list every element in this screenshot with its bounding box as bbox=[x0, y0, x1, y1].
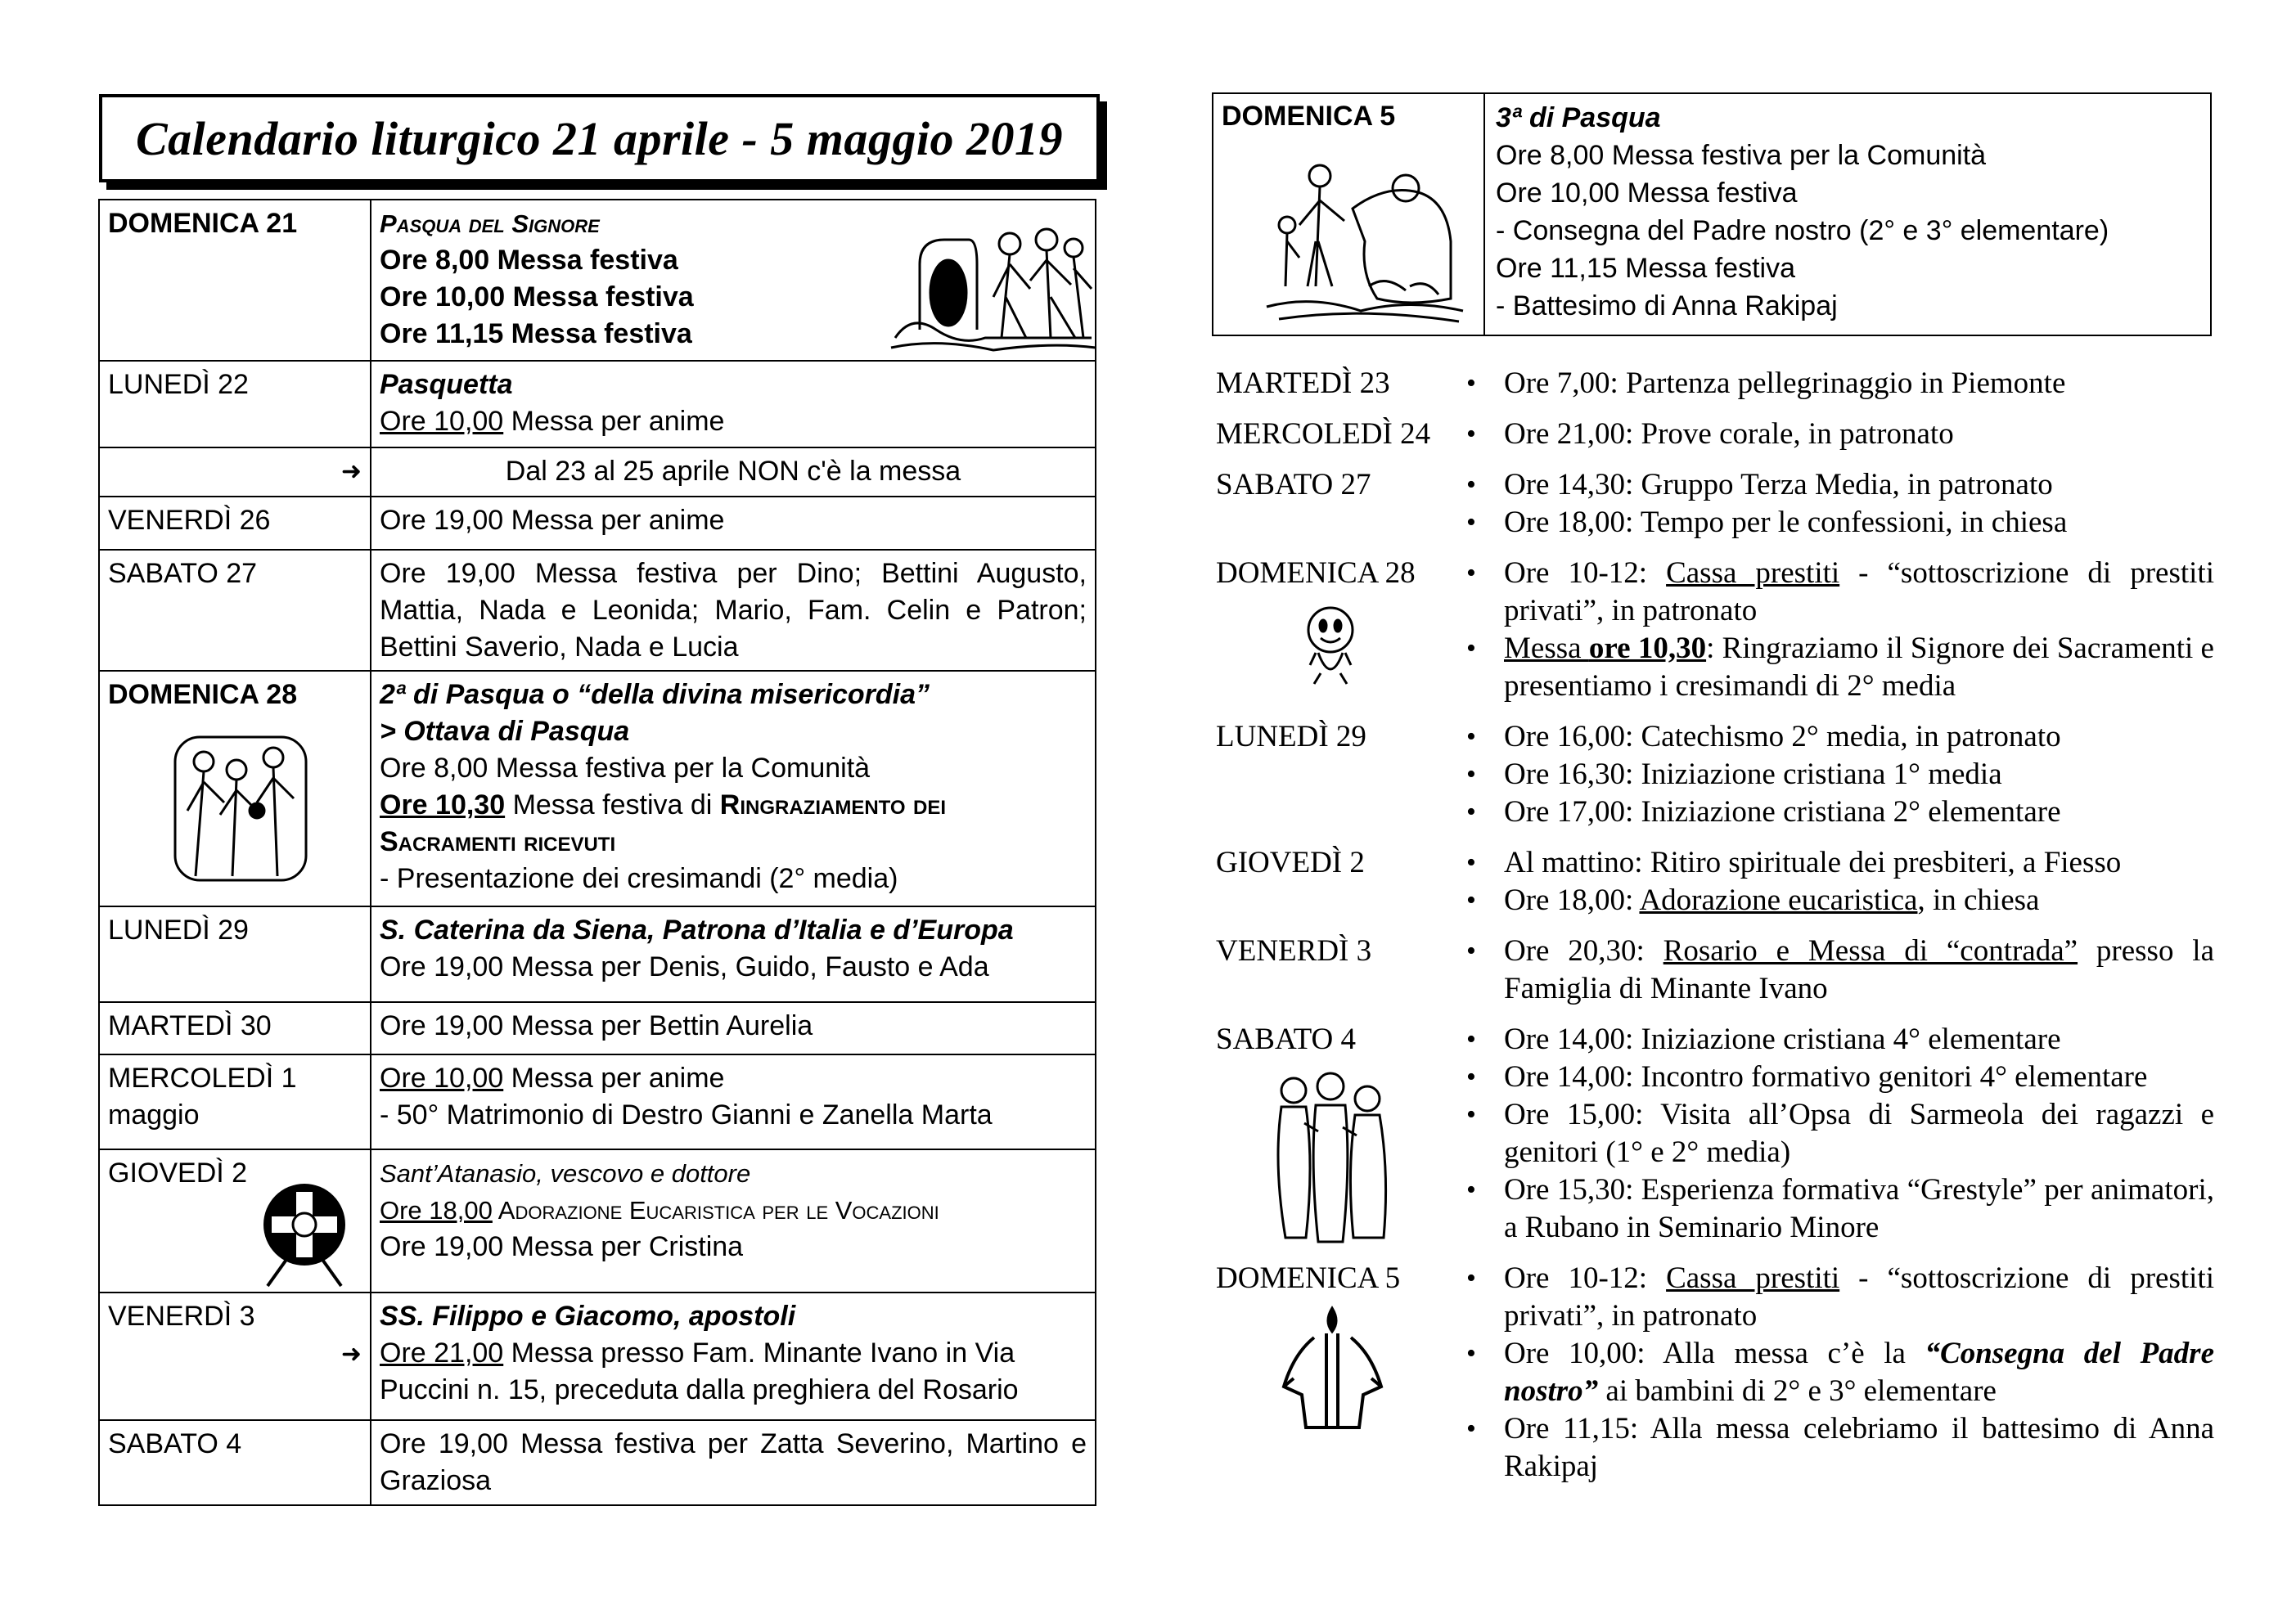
day-label: DOMENICA 28 bbox=[108, 679, 298, 710]
table-row bbox=[99, 361, 1096, 447]
event-item: • Ore 15,30: Esperienza formativa “Grestyle” per animatori, a Rubano in Seminario Minore bbox=[1504, 1171, 2214, 1247]
list-item bbox=[1216, 555, 2214, 705]
day-cell bbox=[99, 671, 371, 906]
day-label: MARTEDÌ 23 bbox=[1216, 366, 1390, 400]
day-label: GIOVEDÌ 2 bbox=[108, 1158, 248, 1189]
event-item: • Ore 16,00: Catechismo 2° media, in patronato bbox=[1504, 718, 2214, 756]
arrow-cell bbox=[99, 447, 371, 497]
event-item: • Ore 16,30: Iniziazione cristiana 1° media bbox=[1504, 756, 2214, 794]
event-item: • Ore 18,00: Adorazione eucaristica, in chiesa bbox=[1504, 882, 2214, 919]
table-row bbox=[99, 1054, 1096, 1149]
table-row bbox=[99, 1293, 1096, 1420]
day-label: VENERDÌ 3 bbox=[1216, 934, 1372, 968]
day-label: DOMENICA 5 bbox=[1216, 1261, 1401, 1295]
mass-line: Ore 10,30 Messa festiva di Ringraziamento dei Sacramenti ricevuti bbox=[380, 789, 947, 857]
content-cell bbox=[371, 1293, 1096, 1420]
day-cell: SABATO 27 bbox=[99, 550, 371, 671]
day-cell: SABATO 4 bbox=[99, 1420, 371, 1505]
day-cell: VENERDÌ 26 bbox=[99, 497, 371, 550]
event-item: • Ore 11,15: Alla messa celebriamo il battesimo di Anna Rakipaj bbox=[1504, 1410, 2214, 1486]
candle-vestment-illustration bbox=[1277, 1305, 1388, 1432]
mass-line: Ore 11,15 Messa festiva bbox=[1496, 253, 1795, 284]
list-item bbox=[1216, 416, 2214, 453]
mass-line: Ore 19,00 Messa per Cristina bbox=[380, 1231, 744, 1262]
liturgical-calendar-table bbox=[98, 199, 1096, 1506]
mass-line: Ore 10,00 Messa per anime bbox=[380, 406, 725, 437]
table-row bbox=[99, 447, 1096, 497]
feast-title: Sant’Atanasio, vescovo e dottore bbox=[380, 1159, 751, 1188]
list-item bbox=[1216, 1260, 2214, 1486]
list-item bbox=[1216, 933, 2214, 1008]
octave-line: > Ottava di Pasqua bbox=[380, 716, 630, 747]
empty-tomb-illustration bbox=[887, 215, 1100, 353]
mass-line: Ore 19,00 Messa per Denis, Guido, Fausto e Ada bbox=[380, 951, 989, 982]
day-cell: DOMENICA 5 bbox=[1222, 101, 1396, 132]
mass-line: Ore 10,00 Messa festiva bbox=[380, 281, 694, 312]
mass-line: - Consegna del Padre nostro (2° e 3° elementare) bbox=[1496, 215, 2109, 246]
baptism-illustration bbox=[1263, 143, 1467, 327]
event-item: • Ore 14,30: Gruppo Terza Media, in patronato bbox=[1504, 466, 2214, 504]
mass-line: - Battesimo di Anna Rakipaj bbox=[1496, 290, 1838, 321]
mass-line: Ore 11,15 Messa festiva bbox=[380, 318, 692, 349]
table-row bbox=[99, 906, 1096, 1002]
feast-title: 2ª di Pasqua o “della divina misericordia” bbox=[380, 679, 930, 710]
day-label: GIOVEDÌ 2 bbox=[1216, 846, 1365, 879]
content-cell: Ore 19,00 Messa per Bettin Aurelia bbox=[371, 1002, 1096, 1054]
event-item: • Ore 15,00: Visita all’Opsa di Sarmeola dei ragazzi e genitori (1° e 2° media) bbox=[1504, 1096, 2214, 1171]
day-label: DOMENICA 28 bbox=[1216, 556, 1416, 590]
day-label: SABATO 27 bbox=[1216, 468, 1371, 501]
list-item bbox=[1216, 365, 2214, 402]
day-label: MERCOLEDÌ 24 bbox=[1216, 417, 1431, 451]
right-arrow-icon: ➜ bbox=[340, 1341, 362, 1368]
event-item: • Messa ore 10,30: Ringraziamo il Signore dei Sacramenti e presentiamo i cresimandi di 2° media bbox=[1504, 630, 2214, 705]
feast-title: Pasqua del Signore bbox=[380, 209, 600, 238]
day-cell: DOMENICA 21 bbox=[99, 200, 371, 361]
day-cell: MERCOLEDÌ 1 maggio bbox=[99, 1054, 371, 1149]
content-cell bbox=[371, 906, 1096, 1002]
list-item bbox=[1216, 718, 2214, 831]
event-item: • Ore 20,30: Rosario e Messa di “contrada” presso la Famiglia di Minante Ivano bbox=[1504, 933, 2214, 1008]
eucharist-cross-icon bbox=[259, 1180, 349, 1288]
feast-title: 3ª di Pasqua bbox=[1496, 102, 1661, 133]
event-item: • Al mattino: Ritiro spirituale dei presbiteri, a Fiesso bbox=[1504, 844, 2214, 882]
day-cell: LUNEDÌ 29 bbox=[99, 906, 371, 1002]
mass-line: - Presentazione dei cresimandi (2° media) bbox=[380, 863, 898, 894]
page-title: Calendario liturgico 21 aprile - 5 maggio 2019 bbox=[99, 94, 1100, 182]
table-row bbox=[99, 671, 1096, 906]
mass-line: Ore 8,00 Messa festiva per la Comunità bbox=[1496, 140, 1987, 171]
content-cell bbox=[371, 1054, 1096, 1149]
content-cell: Ore 19,00 Messa per anime bbox=[371, 497, 1096, 550]
content-cell: Ore 19,00 Messa festiva per Zatta Severino, Martino e Graziosa bbox=[371, 1420, 1096, 1505]
day-cell bbox=[99, 1293, 371, 1420]
event-item: • Ore 10-12: Cassa prestiti - “sottoscrizione di prestiti privati”, in patronato bbox=[1504, 555, 2214, 630]
feast-title: Pasquetta bbox=[380, 369, 513, 400]
event-item: • Ore 17,00: Iniziazione cristiana 2° elementare bbox=[1504, 794, 2214, 831]
day-cell bbox=[1216, 1021, 1463, 1247]
event-item: • Ore 14,00: Incontro formativo genitori 4° elementare bbox=[1504, 1059, 2214, 1096]
day-label: LUNEDÌ 29 bbox=[1216, 720, 1366, 753]
event-item: • Ore 18,00: Tempo per le confessioni, in chiesa bbox=[1504, 504, 2214, 542]
apostles-illustration bbox=[167, 721, 314, 884]
mass-line: Ore 10,00 Messa per anime bbox=[380, 1063, 725, 1094]
feast-title: S. Caterina da Siena, Patrona d’Italia e d’Europa bbox=[380, 915, 1014, 946]
table-row bbox=[99, 497, 1096, 550]
mass-line: Ore 8,00 Messa festiva per la Comunità bbox=[380, 753, 871, 784]
content-cell: Ore 19,00 Messa festiva per Dino; Bettini Augusto, Mattia, Nada e Leonida; Mario, Fam. Celin e Patron; Bettini Saverio, Nada e Lucia bbox=[371, 550, 1096, 671]
smiling-figure-illustration bbox=[1298, 604, 1363, 686]
content-cell bbox=[371, 361, 1096, 447]
list-item bbox=[1216, 844, 2214, 919]
content-cell bbox=[371, 1149, 1096, 1293]
day-cell: MARTEDÌ 30 bbox=[99, 1002, 371, 1054]
day-cell bbox=[99, 1149, 371, 1293]
mass-line: Ore 18,00 Adorazione Eucaristica per le Vocazioni bbox=[380, 1196, 939, 1225]
event-item: • Ore 21,00: Prove corale, in patronato bbox=[1504, 416, 2214, 453]
content-cell bbox=[371, 671, 1096, 906]
mass-line: - 50° Matrimonio di Destro Gianni e Zanella Marta bbox=[380, 1099, 993, 1131]
content-cell bbox=[371, 200, 1096, 361]
table-row bbox=[99, 1002, 1096, 1054]
list-item bbox=[1216, 466, 2214, 542]
table-row bbox=[99, 550, 1096, 671]
mass-line: Ore 21,00 Messa presso Fam. Minante Ivano in Via Puccini n. 15, preceduta dalla preghiera del Rosario bbox=[380, 1338, 1019, 1405]
table-row bbox=[99, 200, 1096, 361]
sunday-5-box bbox=[1212, 92, 2212, 336]
column-divider bbox=[1483, 94, 1485, 335]
day-label: VENERDÌ 3 bbox=[108, 1301, 255, 1332]
day-label: SABATO 4 bbox=[1216, 1023, 1356, 1056]
table-row bbox=[99, 1420, 1096, 1505]
list-item bbox=[1216, 1021, 2214, 1247]
weekly-events-list bbox=[1216, 365, 2214, 1499]
event-item: • Ore 10,00: Alla messa c’è la “Consegna del Padre nostro” ai bambini di 2° e 3° elementare bbox=[1504, 1335, 2214, 1410]
mass-line: Ore 8,00 Messa festiva bbox=[380, 245, 678, 276]
feast-title: SS. Filippo e Giacomo, apostoli bbox=[380, 1301, 796, 1332]
event-item: • Ore 7,00: Partenza pellegrinaggio in Piemonte bbox=[1504, 365, 2214, 402]
family-illustration bbox=[1265, 1066, 1396, 1250]
content-cell bbox=[1496, 99, 2199, 325]
event-item: • Ore 10-12: Cassa prestiti - “sottoscrizione di prestiti privati”, in patronato bbox=[1504, 1260, 2214, 1335]
day-cell bbox=[1216, 1260, 1463, 1486]
mass-line: Ore 10,00 Messa festiva bbox=[1496, 178, 1798, 209]
day-cell bbox=[1216, 555, 1463, 705]
table-row bbox=[99, 1149, 1096, 1293]
day-cell: LUNEDÌ 22 bbox=[99, 361, 371, 447]
event-item: • Ore 14,00: Iniziazione cristiana 4° elementare bbox=[1504, 1021, 2214, 1059]
notice-cell: Dal 23 al 25 aprile NON c'è la messa bbox=[371, 447, 1096, 497]
right-arrow-icon: ➜ bbox=[340, 458, 362, 485]
